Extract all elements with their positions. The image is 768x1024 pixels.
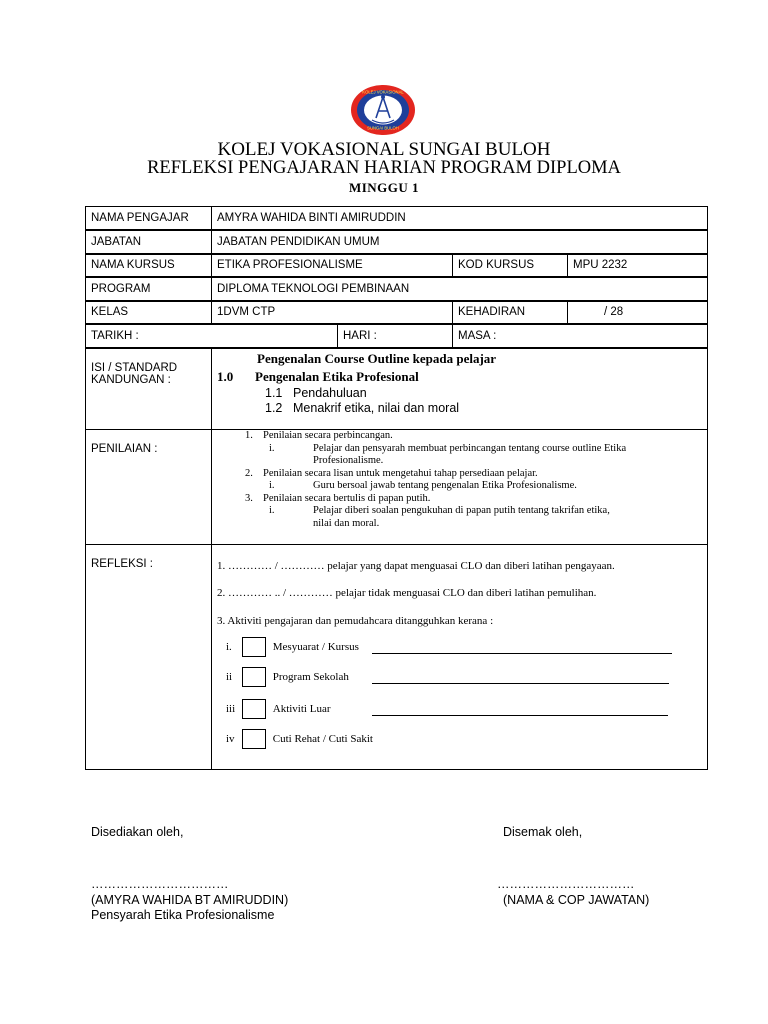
- penilaian-subitem: i. Pelajar diberi soalan pengukuhan di papan putih tentang takrifan etika, nilai dan moral.: [269, 505, 610, 529]
- isi-sub-text: Menakrif etika, nilai dan moral: [293, 400, 460, 415]
- checked-signature-line[interactable]: ……………………………: [497, 877, 635, 891]
- label-kelas: KELAS: [86, 301, 212, 325]
- value-kod-kursus[interactable]: MPU 2232: [568, 254, 708, 278]
- row-isi: [86, 348, 708, 430]
- row-kelas: [86, 301, 708, 325]
- label-nama-pengajar: NAMA PENGAJAR: [86, 207, 212, 231]
- isi-sub-item: [265, 386, 702, 400]
- refleksi-line-2: 2. ………… .. / ………… pelajar tidak menguasai CLO dan diberi latihan pemulihan.: [217, 587, 597, 599]
- label-tarikh[interactable]: TARIKH :: [86, 324, 338, 348]
- label-program: PROGRAM: [86, 277, 212, 301]
- checked-by-label: Disemak oleh,: [503, 825, 583, 839]
- prepared-by-label: Disediakan oleh,: [91, 825, 184, 839]
- refleksi-option: iv Cuti Rehat / Cuti Sakit: [226, 729, 373, 749]
- penilaian-item: 1. Penilaian secara perbincangan.: [245, 430, 393, 441]
- value-kelas[interactable]: 1DVM CTP: [212, 301, 453, 325]
- label-kod-kursus: KOD KURSUS: [453, 254, 568, 278]
- row-penilaian: [86, 430, 708, 545]
- row-tarikh: [86, 324, 708, 348]
- college-logo: [350, 84, 416, 136]
- penilaian-subitem: i. Pelajar dan pensyarah membuat perbincangan tentang course outline Etika Profesionalisme.: [269, 442, 627, 466]
- isi-section-num: 1.0: [217, 368, 234, 384]
- document-title: REFLEKSI PENGAJARAN HARIAN PROGRAM DIPLOMA: [147, 158, 621, 178]
- penilaian-item: 3. Penilaian secara bertulis di papan putih.: [245, 492, 431, 504]
- value-nama-pengajar[interactable]: AMYRA WAHIDA BINTI AMIRUDDIN: [212, 207, 708, 231]
- label-masa[interactable]: MASA :: [453, 324, 708, 348]
- refleksi-option: ii Program Sekolah: [226, 667, 349, 687]
- refleksi-line-1: 1. ………… / ………… pelajar yang dapat menguasai CLO dan diberi latihan pengayaan.: [217, 560, 615, 572]
- label-isi: [86, 348, 212, 430]
- refleksi-content: [212, 545, 708, 770]
- prepared-name: (AMYRA WAHIDA BT AMIRUDDIN): [91, 893, 289, 907]
- label-jabatan: JABATAN: [86, 230, 212, 254]
- penilaian-item: 2. Penilaian secara lisan untuk mengetahui tahap persediaan pelajar.: [245, 467, 538, 479]
- underline-mesyuarat[interactable]: [372, 653, 672, 654]
- refleksi-option: iii Aktiviti Luar: [226, 699, 331, 719]
- refleksi-option: i. Mesyuarat / Kursus: [226, 637, 359, 657]
- checkbox-program-sekolah[interactable]: [242, 667, 266, 687]
- refleksi-line-3: 3. Aktiviti pengajaran dan pemudahcara ditangguhkan kerana :: [217, 615, 494, 627]
- isi-heading: Pengenalan Course Outline kepada pelajar: [257, 350, 497, 366]
- penilaian-content: [212, 430, 708, 545]
- isi-content: [212, 348, 708, 430]
- checked-name: (NAMA & COP JAWATAN): [503, 893, 650, 907]
- college-name: KOLEJ VOKASIONAL SUNGAI BULOH: [217, 139, 551, 160]
- label-nama-kursus: NAMA KURSUS: [86, 254, 212, 278]
- isi-label-line2: KANDUNGAN :: [91, 373, 171, 386]
- row-nama-kursus: [86, 254, 708, 278]
- isi-sub-item: [265, 401, 702, 415]
- isi-section-title: Pengenalan Etika Profesional: [255, 368, 419, 384]
- penilaian-subitem: i. Guru bersoal jawab tentang pengenalan Etika Profesionalisme.: [269, 480, 577, 491]
- label-hari[interactable]: HARI :: [338, 324, 453, 348]
- checkbox-aktiviti-luar[interactable]: [242, 699, 266, 719]
- reflection-form: [85, 206, 708, 770]
- isi-sub-num: 1.1: [265, 385, 283, 400]
- row-refleksi: [86, 545, 708, 770]
- row-program: [86, 277, 708, 301]
- row-jabatan: [86, 230, 708, 254]
- isi-sub-num: 1.2: [265, 400, 283, 415]
- label-kehadiran: KEHADIRAN: [453, 301, 568, 325]
- value-jabatan[interactable]: JABATAN PENDIDIKAN UMUM: [212, 230, 708, 254]
- checkbox-cuti[interactable]: [242, 729, 266, 749]
- value-program[interactable]: DIPLOMA TEKNOLOGI PEMBINAAN: [212, 277, 708, 301]
- label-refleksi: REFLEKSI :: [86, 545, 212, 770]
- underline-program-sekolah[interactable]: [372, 683, 669, 684]
- logo-upper-text: KOLEJ VOKASIONAL: [362, 89, 404, 95]
- row-nama-pengajar: [86, 207, 708, 231]
- value-nama-kursus[interactable]: ETIKA PROFESIONALISME: [212, 254, 453, 278]
- isi-sub-text: Pendahuluan: [293, 385, 367, 400]
- value-kehadiran[interactable]: / 28: [568, 301, 708, 325]
- week-label: MINGGU 1: [348, 180, 420, 195]
- prepared-signature-line[interactable]: ……………………………: [91, 877, 229, 891]
- prepared-title: Pensyarah Etika Profesionalisme: [91, 908, 275, 922]
- logo-lower-text: SUNGAI BULOH: [367, 125, 399, 131]
- label-penilaian: PENILAIAN :: [86, 430, 212, 545]
- isi-label-line1: ISI / STANDARD: [91, 361, 178, 374]
- isi-section: [217, 369, 702, 385]
- underline-aktiviti-luar[interactable]: [372, 715, 668, 716]
- checkbox-mesyuarat[interactable]: [242, 637, 266, 657]
